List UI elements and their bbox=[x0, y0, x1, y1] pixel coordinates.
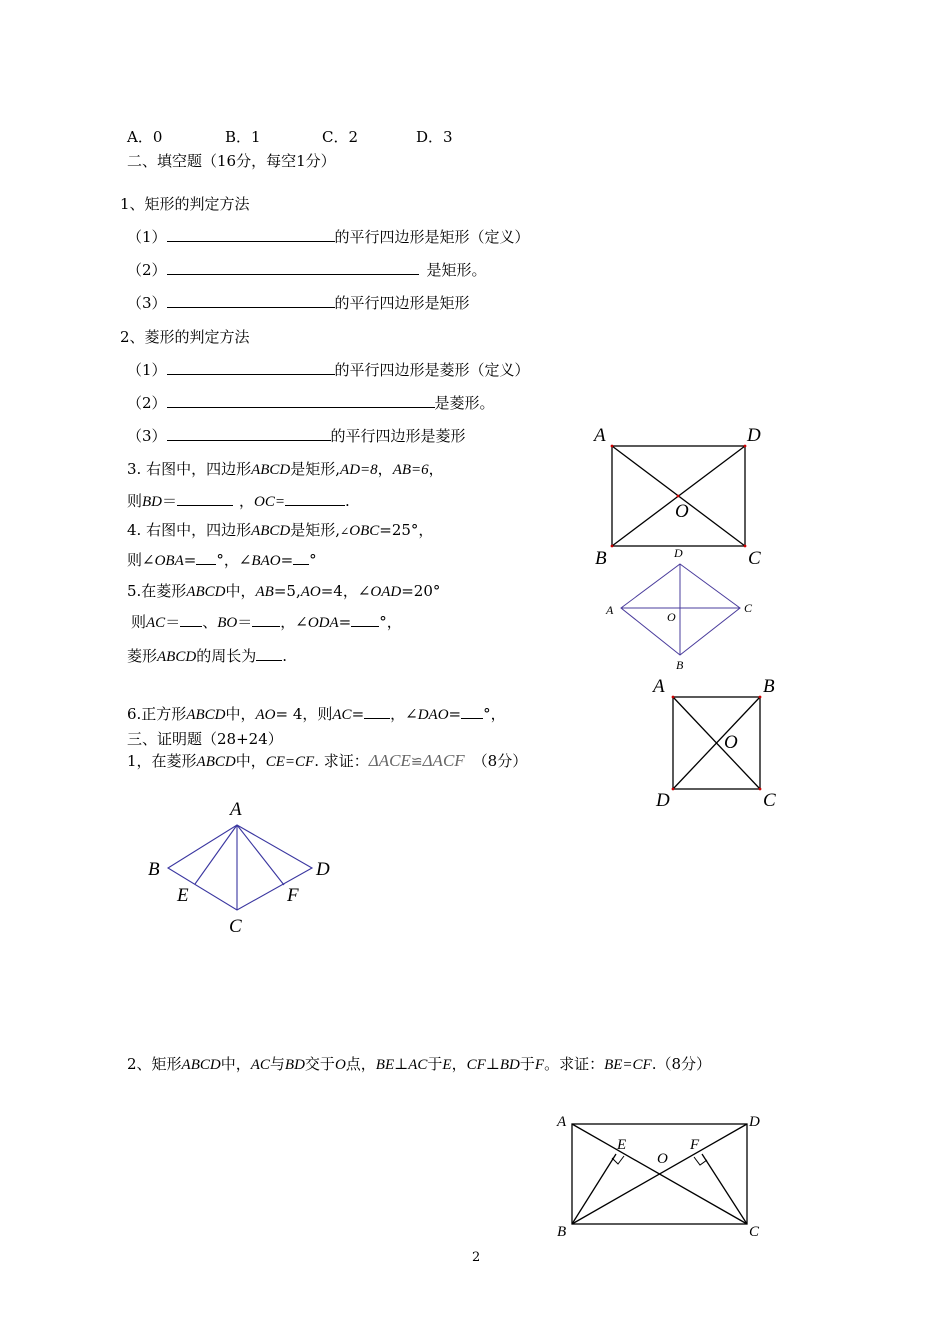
q3-line1: 3. 右图中，四边形ABCD是矩形,AD=8，AB=6， bbox=[127, 460, 444, 478]
item-num: （1） bbox=[127, 361, 167, 379]
item-num: （3） bbox=[127, 427, 167, 445]
square-label-a: A bbox=[653, 676, 665, 697]
rect-methods-title: 1、矩形的判定方法 bbox=[120, 195, 250, 213]
figure-square bbox=[673, 697, 760, 789]
kite-label-e: E bbox=[177, 885, 189, 906]
q4-line2: 则∠OBA= °，∠BAO= ° bbox=[127, 551, 317, 569]
proof2-statement: 2、矩形ABCD中，AC与BD交于O点，BE⊥AC于E，CF⊥BD于F。求证：BE=CF.（8分） bbox=[127, 1055, 712, 1073]
q5-line2: 则AC＝ 、BO＝ ，∠ODA= °， bbox=[131, 613, 402, 631]
rect-label-a: A bbox=[594, 425, 606, 446]
rect2-label-e: E bbox=[617, 1137, 627, 1153]
rect2-line-cf bbox=[702, 1154, 747, 1224]
rect-label-d: D bbox=[747, 425, 761, 446]
item-num: （2） bbox=[127, 394, 167, 412]
q6-line: 6.正方形ABCD中，AO= 4，则AC= ，∠DAO= °， bbox=[127, 705, 506, 723]
kite-label-d: D bbox=[316, 859, 330, 880]
item-suffix: 是矩形。 bbox=[426, 261, 487, 279]
rect2-label-b: B bbox=[557, 1224, 567, 1240]
rect2-label-d: D bbox=[749, 1114, 760, 1130]
item-num: （3） bbox=[127, 294, 167, 312]
rhombus-label-a: A bbox=[606, 603, 614, 617]
rhombus-label-c: C bbox=[744, 601, 753, 615]
q5-line3: 菱形ABCD的周长为 . bbox=[127, 647, 287, 665]
figure-rhombus bbox=[621, 564, 740, 655]
kite-label-f: F bbox=[287, 885, 299, 906]
rect2-label-f: F bbox=[690, 1137, 700, 1153]
q5-line1: 5.在菱形ABCD中，AB=5,AO=4，∠OAD=20° bbox=[127, 582, 441, 600]
rect2-label-c: C bbox=[749, 1224, 760, 1240]
item-suffix: 的平行四边形是矩形（定义） bbox=[334, 228, 530, 246]
figure-rect2 bbox=[572, 1124, 747, 1224]
rect2-line-be bbox=[572, 1154, 616, 1224]
square-label-d: D bbox=[656, 790, 670, 811]
rect2-label-a: A bbox=[557, 1114, 567, 1130]
kite-line-ae bbox=[195, 825, 237, 884]
rhombus-label-b: B bbox=[676, 658, 684, 672]
item-num: （2） bbox=[127, 261, 167, 279]
choice-c: C．2 bbox=[322, 128, 359, 146]
proof1-statement: 1，在菱形ABCD中，CE=CF. 求证：ΔACE≌ΔACF （8分） bbox=[127, 751, 528, 770]
rect-label-c: C bbox=[748, 548, 761, 569]
section2-title: 二、填空题（16分，每空1分） bbox=[127, 152, 336, 170]
rhombus-methods-title: 2、菱形的判定方法 bbox=[120, 328, 250, 346]
square-label-o: O bbox=[724, 732, 738, 753]
item-suffix: 的平行四边形是矩形 bbox=[334, 294, 470, 312]
q4-line1: 4. 右图中，四边形ABCD是矩形,∠OBC=25°， bbox=[127, 521, 434, 539]
kite-line-af bbox=[237, 825, 284, 885]
choice-d: D．3 bbox=[416, 128, 453, 146]
square-label-c: C bbox=[763, 790, 776, 811]
item-suffix: 是菱形。 bbox=[434, 394, 495, 412]
rect-label-b: B bbox=[595, 548, 607, 569]
rhombus-label-o: O bbox=[667, 610, 676, 624]
choice-b: B．1 bbox=[225, 128, 261, 146]
square-label-b: B bbox=[763, 676, 775, 697]
rhombus-label-d: D bbox=[674, 546, 683, 560]
item-suffix: 的平行四边形是菱形 bbox=[330, 427, 466, 445]
section3-title: 三、证明题（28+24） bbox=[127, 730, 283, 748]
choice-a: A．0 bbox=[127, 128, 163, 146]
kite-label-b: B bbox=[148, 859, 160, 880]
q3-line2: 则BD＝ ，OC= . bbox=[127, 492, 350, 510]
item-suffix: 的平行四边形是菱形（定义） bbox=[334, 361, 530, 379]
item-num: （1） bbox=[127, 228, 167, 246]
rect-label-o: O bbox=[675, 501, 689, 522]
page-number: 2 bbox=[472, 1250, 481, 1265]
kite-label-c: C bbox=[229, 916, 242, 937]
rect2-label-o: O bbox=[657, 1151, 668, 1167]
kite-label-a: A bbox=[230, 799, 242, 820]
